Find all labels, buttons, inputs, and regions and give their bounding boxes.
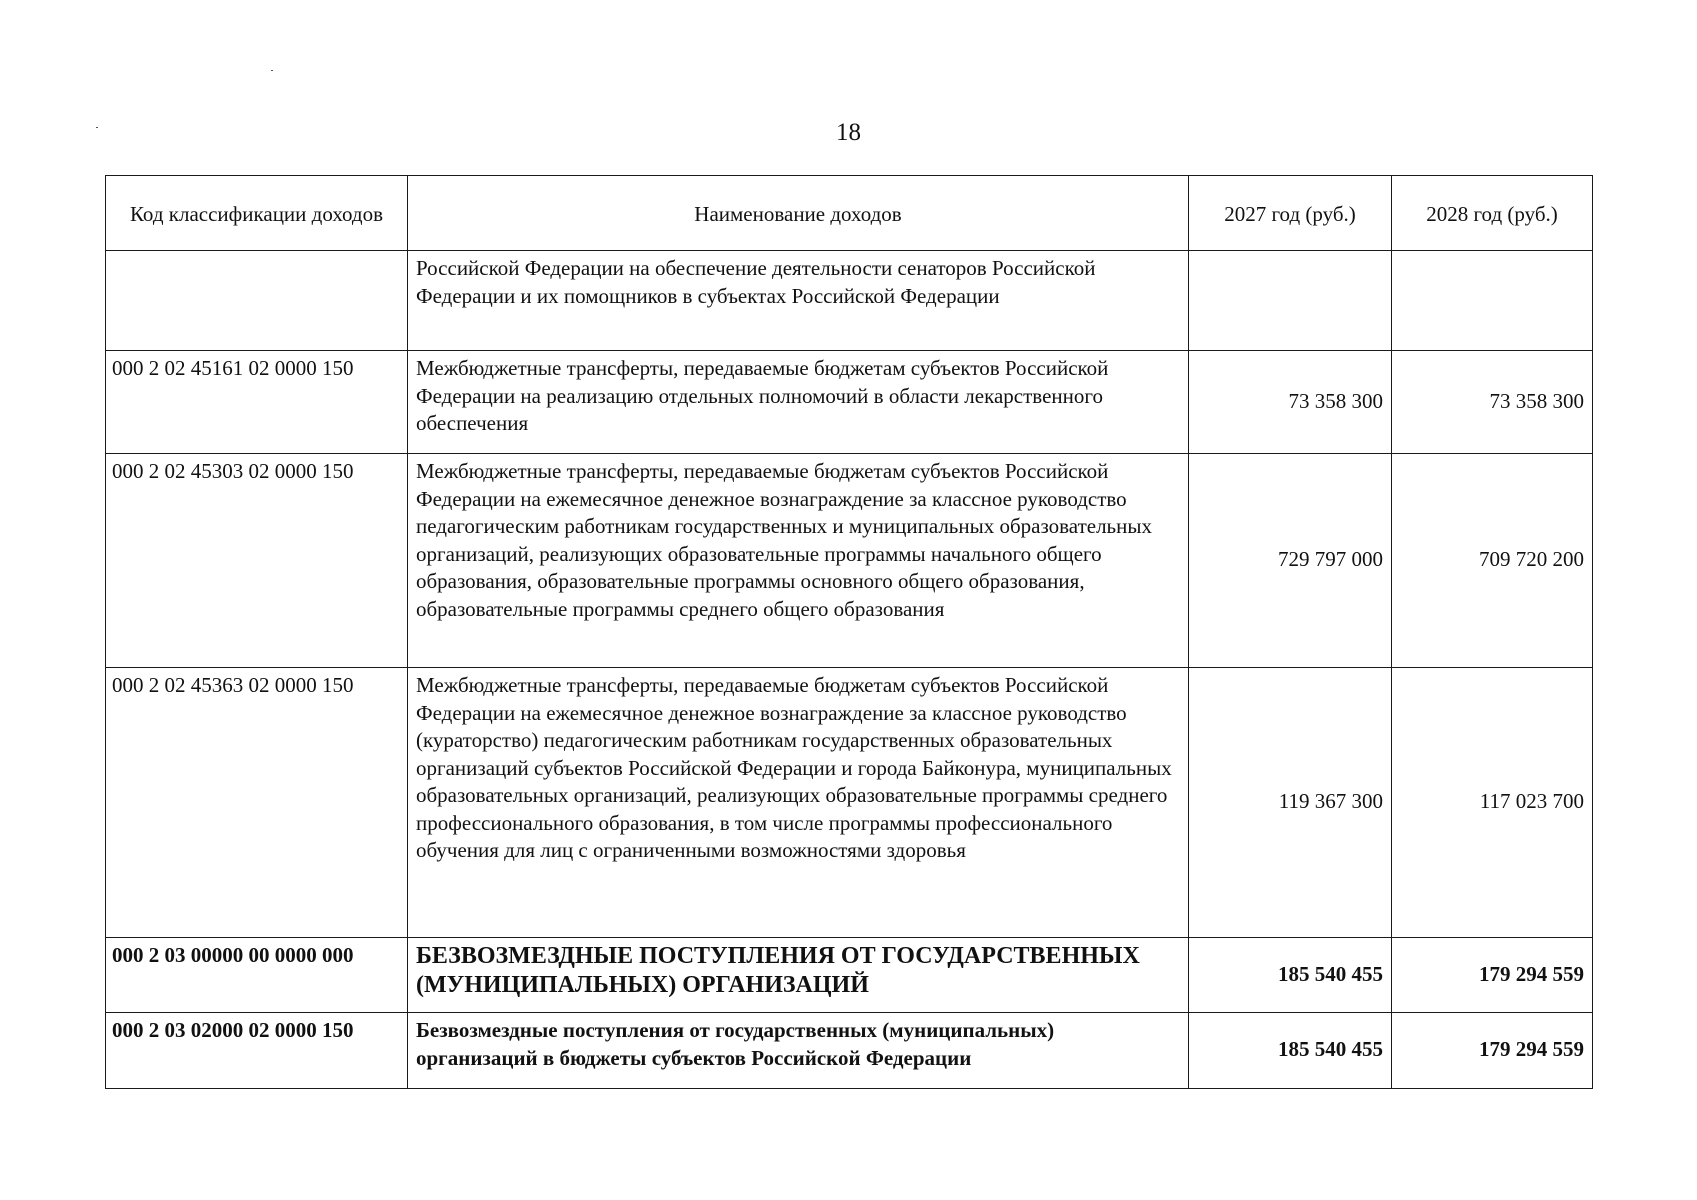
row-name: Межбюджетные трансферты, передаваемые бюджетам субъектов Российской Федерации на ежемесячное денежное вознаграждение за классное руководство (кураторство) педагогическим работникам государственных образовательных организаций субъектов Российской Федерации и города Байконура, муниципальных образовательных организаций, реализующих образовательные программы среднего профессионального образования, в том числе программы профессионального обучения для лиц с ограниченными возможностями здоровья bbox=[408, 668, 1189, 938]
row-2027: 185 540 455 bbox=[1189, 938, 1392, 1013]
row-2028: 179 294 559 bbox=[1392, 1013, 1593, 1089]
header-2028: 2028 год (руб.) bbox=[1392, 176, 1593, 251]
row-2028: 709 720 200 bbox=[1392, 454, 1593, 668]
row-2027 bbox=[1189, 251, 1392, 351]
row-name: Межбюджетные трансферты, передаваемые бюджетам субъектов Российской Федерации на реализацию отдельных полномочий в области лекарственного обеспечения bbox=[408, 351, 1189, 454]
row-code: 000 2 03 02000 02 0000 150 bbox=[106, 1013, 408, 1089]
row-code: 000 2 03 00000 00 0000 000 bbox=[106, 938, 408, 1013]
row-2027: 729 797 000 bbox=[1189, 454, 1392, 668]
header-2027: 2027 год (руб.) bbox=[1189, 176, 1392, 251]
header-code: Код классификации доходов bbox=[106, 176, 408, 251]
row-2028: 73 358 300 bbox=[1392, 351, 1593, 454]
row-name: Межбюджетные трансферты, передаваемые бюджетам субъектов Российской Федерации на ежемесячное денежное вознаграждение за классное руководство педагогическим работникам государственных и муниципальных образовательных организаций, реализующих образовательные программы начального общего образования, образовательные программы основного общего образования, образовательные программы среднего общего образования bbox=[408, 454, 1189, 668]
row-code bbox=[106, 251, 408, 351]
row-name: Безвозмездные поступления от государственных (муниципальных) организаций в бюджеты субъектов Российской Федерации bbox=[408, 1013, 1189, 1089]
revenue-table bbox=[105, 175, 1593, 1089]
row-2027: 185 540 455 bbox=[1189, 1013, 1392, 1089]
table-row bbox=[106, 351, 1593, 454]
row-code: 000 2 02 45363 02 0000 150 bbox=[106, 668, 408, 938]
header-name: Наименование доходов bbox=[408, 176, 1189, 251]
table-row bbox=[106, 668, 1593, 938]
page-number: 18 bbox=[836, 119, 861, 146]
table-row-section bbox=[106, 938, 1593, 1013]
row-2028 bbox=[1392, 251, 1593, 351]
row-code: 000 2 02 45303 02 0000 150 bbox=[106, 454, 408, 668]
scan-speck bbox=[271, 70, 273, 71]
row-2027: 73 358 300 bbox=[1189, 351, 1392, 454]
table-row-subsection bbox=[106, 1013, 1593, 1089]
row-name: БЕЗВОЗМЕЗДНЫЕ ПОСТУПЛЕНИЯ ОТ ГОСУДАРСТВЕННЫХ (МУНИЦИПАЛЬНЫХ) ОРГАНИЗАЦИЙ bbox=[408, 938, 1189, 1013]
table-row bbox=[106, 454, 1593, 668]
row-2028: 179 294 559 bbox=[1392, 938, 1593, 1013]
table-row bbox=[106, 251, 1593, 351]
table-header-row bbox=[106, 176, 1593, 251]
row-code: 000 2 02 45161 02 0000 150 bbox=[106, 351, 408, 454]
row-2027: 119 367 300 bbox=[1189, 668, 1392, 938]
row-name: Российской Федерации на обеспечение деятельности сенаторов Российской Федерации и их помощников в субъектах Российской Федерации bbox=[408, 251, 1189, 351]
row-2028: 117 023 700 bbox=[1392, 668, 1593, 938]
